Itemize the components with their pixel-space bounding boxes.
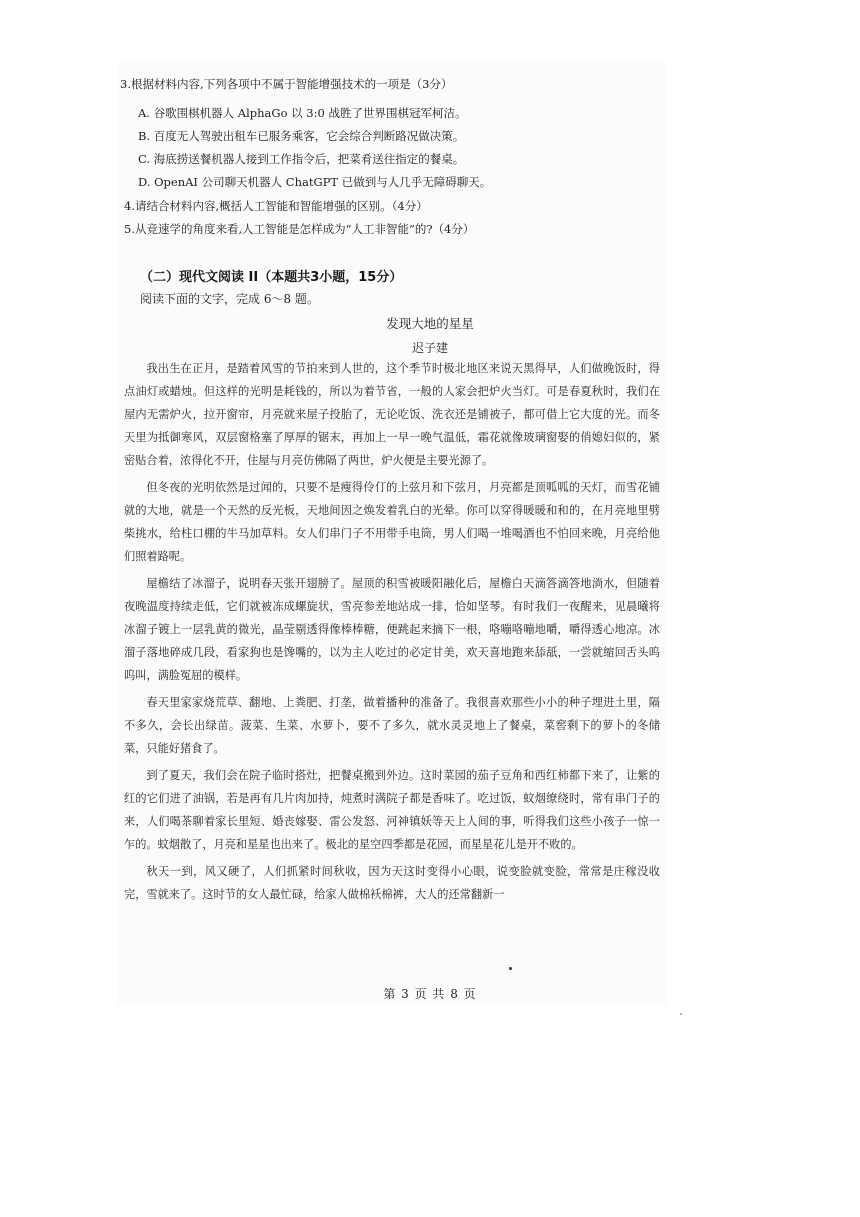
article-body	[124, 357, 660, 910]
option-c: C. 海底捞送餐机器人接到工作指令后，把菜肴送往指定的餐桌。	[138, 152, 465, 166]
scan-speck	[680, 1013, 682, 1015]
section-instruction: 阅读下面的文字，完成 6～8 题。	[140, 292, 319, 306]
article-title: 发现大地的星星	[386, 316, 474, 331]
article-author: 迟子建	[411, 341, 448, 355]
paragraph: 到了夏天，我们会在院子临时搭灶，把餐桌搬到外边。这时菜园的茄子豆角和西红柿都下来了，让紫的红的它们进了油锅，若是再有几片肉加持，炖煮时满院子都是香味了。吃过饭，蚊烟缭绕时，常有串门子的来，人们喝茶聊着家长里短、婚丧嫁娶、雷公发怒、河神镇妖等天上人间的事，听得我们这些小孩子一惊一乍的。蚊烟散了，月亮和星星也出来了。极北的星空四季都是花园，而星星花儿是开不败的。	[124, 769, 660, 851]
page-number-footer: 第 3 页 共 8 页	[383, 987, 477, 1001]
option-d: D. OpenAI 公司聊天机器人 ChatGPT 已做到与人几乎无障碍聊天。	[138, 175, 492, 189]
option-b: B. 百度无人驾驶出租车已服务乘客，它会综合判断路况做决策。	[138, 129, 465, 143]
paragraph: 秋天一到，风又硬了，人们抓紧时间秋收，因为天这时变得小心眼，说变脸就变脸，常常是庄稼没收完，雪就来了。这时节的女人最忙碌，给家人做棉袄棉裤，大人的还常翻新一	[124, 865, 660, 901]
paragraph: 但冬夜的光明依然是过闻的，只要不是瘦得伶仃的上弦月和下弦月，月亮都是顶呱呱的天灯，而雪花铺就的大地，就是一个天然的反光板，天地间因之焕发着乳白的光晕。你可以穿得暖暖和和的，在月亮地里劈柴挑水，给柱口棚的牛马加草料。女人们串门子不用带手电筒，男人们喝一堆喝酒也不怕回来晚，月亮给他们照着路呢。	[124, 481, 660, 563]
paragraph: 屋檐结了冰溜子，说明春天张开翅膀了。屋顶的积雪被暖阳融化后，屋檐白天滴答滴答地淌水，但随着夜晚温度持续走低，它们就被冻成螺旋状，雪亮参差地站成一排，恰如坚琴。有时我们一夜醒来，见晨曦将冰溜子镀上一层乳黄的微光，晶莹剔透得像棒棒糖，便跳起来摘下一根，咯嘣咯嘣地嚼，嚼得透心地凉。冰溜子落地碎成几段，看家狗也是馋嘴的，以为主人吃过的必定甘美，欢天喜地跑来舔舐，一尝就缩回舌头呜呜叫，满脸冤屈的模样。	[124, 577, 660, 682]
option-a: A. 谷歌围棋机器人 AlphaGo 以 3:0 战胜了世界围棋冠军柯洁。	[138, 106, 467, 120]
section-heading: （二）现代文阅读 II（本题共3小题，15分）	[140, 270, 403, 285]
question-5: 5.从竞速学的角度来看,人工智能是怎样成为“人工非智能”的?（4分）	[124, 222, 475, 236]
question-4: 4.请结合材料内容,概括人工智能和智能增强的区别。（4分）	[124, 199, 428, 213]
paragraph: 春天里家家烧荒草、翻地、上粪肥、打垄，做着播种的准备了。我很喜欢那些小小的种子埋进土里，隔不多久，会长出绿苗。菠菜、生菜、水萝卜，要不了多久，就水灵灵地上了餐桌，菜窖剩下的萝卜的冬储菜，只能好猪食了。	[124, 696, 660, 755]
question-3: 3.根据材料内容,下列各项中不属于智能增强技术的一项是（3分）	[120, 77, 453, 91]
paragraph: 我出生在正月，是踏着风雪的节拍来到人世的，这个季节时极北地区来说天黑得早，人们做晚饭时，得点油灯或蜡烛。但这样的光明是耗钱的，所以为着节省，一般的人家会把炉火当灯。可是春夏秋时，我们在屋内无需炉火，拉开窗帘，月亮就来屋子投胎了，无论吃饭、洗衣还是铺被子，都可借上它大度的光。而冬天里为抵御寒风，双层窗格塞了厚厚的锯末，再加上一早一晚气温低，霜花就像玻璃窗娶的俏媳妇似的，紧密贴合着，浓得化不开，住屋与月亮仿佛隔了两世，炉火便是主要光源了。	[124, 362, 660, 467]
scan-speck	[509, 967, 512, 970]
